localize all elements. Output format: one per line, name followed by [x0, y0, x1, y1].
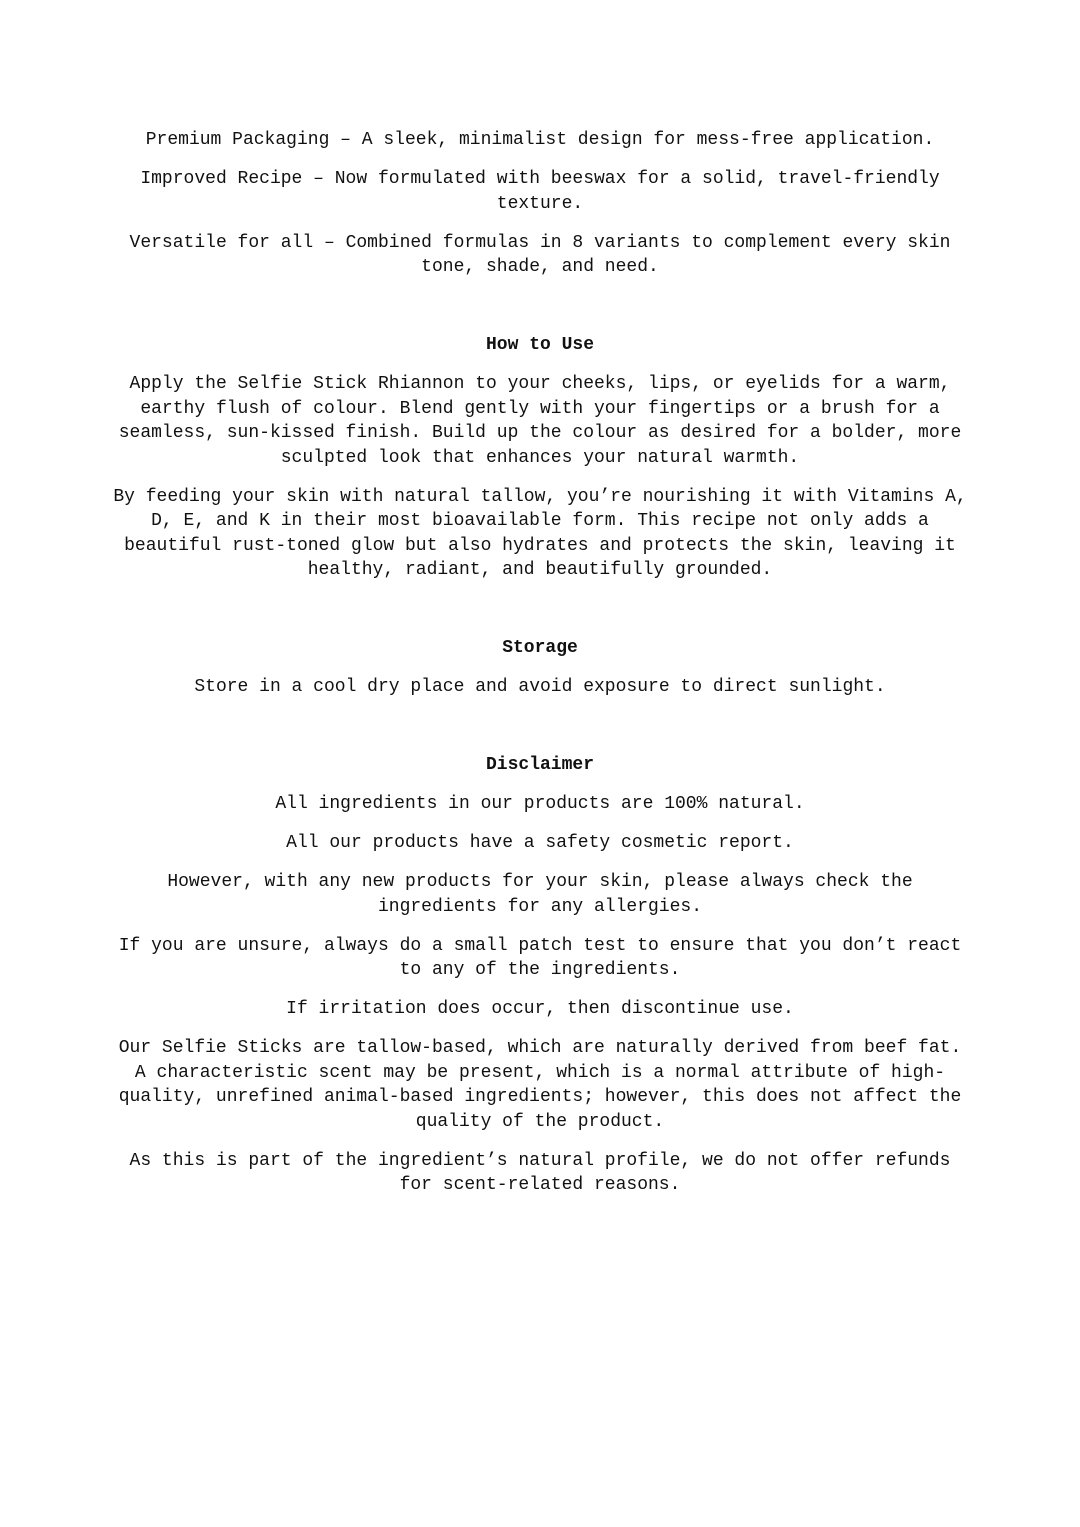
- feature-premium-packaging: Premium Packaging – A sleek, minimalist design for mess-free application.: [145, 130, 935, 150]
- disclaimer-paragraph: If irritation does occur, then discontinue use.: [286, 999, 794, 1019]
- disclaimer-paragraph: All ingredients in our products are 100% natural.: [275, 794, 805, 814]
- storage-heading: Storage: [502, 638, 578, 658]
- disclaimer-paragraph: As this is part of the ingredient’s natural profile, we do not offer refunds for scent-related reasons.: [129, 1150, 951, 1195]
- feature-versatile: Versatile for all – Combined formulas in 8 variants to complement every skin tone, shade, and need.: [129, 232, 951, 277]
- features-section: [110, 128, 970, 280]
- disclaimer-paragraph: However, with any new products for your skin, please always check the ingredients for any allergies.: [167, 872, 913, 917]
- how-to-use-paragraph: Apply the Selfie Stick Rhiannon to your cheeks, lips, or eyelids for a warm, earthy flush of colour. Blend gently with your fingertips or a brush for a seamless, sun-kissed finish. Build up the colour as desired for a bolder, more sculpted look that enhances your natural warmth.: [118, 374, 962, 468]
- disclaimer-paragraph: If you are unsure, always do a small patch test to ensure that you don’t react to any of the ingredients.: [118, 935, 962, 980]
- storage-section: [110, 636, 970, 700]
- disclaimer-section: [110, 753, 970, 1198]
- disclaimer-paragraph: All our products have a safety cosmetic report.: [286, 833, 794, 853]
- document-page: [110, 128, 970, 1212]
- how-to-use-heading: How to Use: [485, 335, 595, 355]
- how-to-use-paragraph: By feeding your skin with natural tallow, you’re nourishing it with Vitamins A, D, E, and K in their most bioavailable form. This recipe not only adds a beautiful rust-toned glow but also hydrates and protects the skin, leaving it healthy, radiant, and beautifully grounded.: [113, 486, 967, 580]
- storage-paragraph: Store in a cool dry place and avoid exposure to direct sunlight.: [194, 677, 886, 697]
- feature-improved-recipe: Improved Recipe – Now formulated with beeswax for a solid, travel-friendly texture.: [140, 169, 940, 214]
- disclaimer-paragraph: Our Selfie Sticks are tallow-based, which are naturally derived from beef fat. A characteristic scent may be present, which is a normal attribute of high-quality, unrefined animal-based ingredients; however, this does not affect the quality of the product.: [118, 1038, 962, 1132]
- disclaimer-heading: Disclaimer: [485, 755, 595, 775]
- how-to-use-section: [110, 333, 970, 583]
